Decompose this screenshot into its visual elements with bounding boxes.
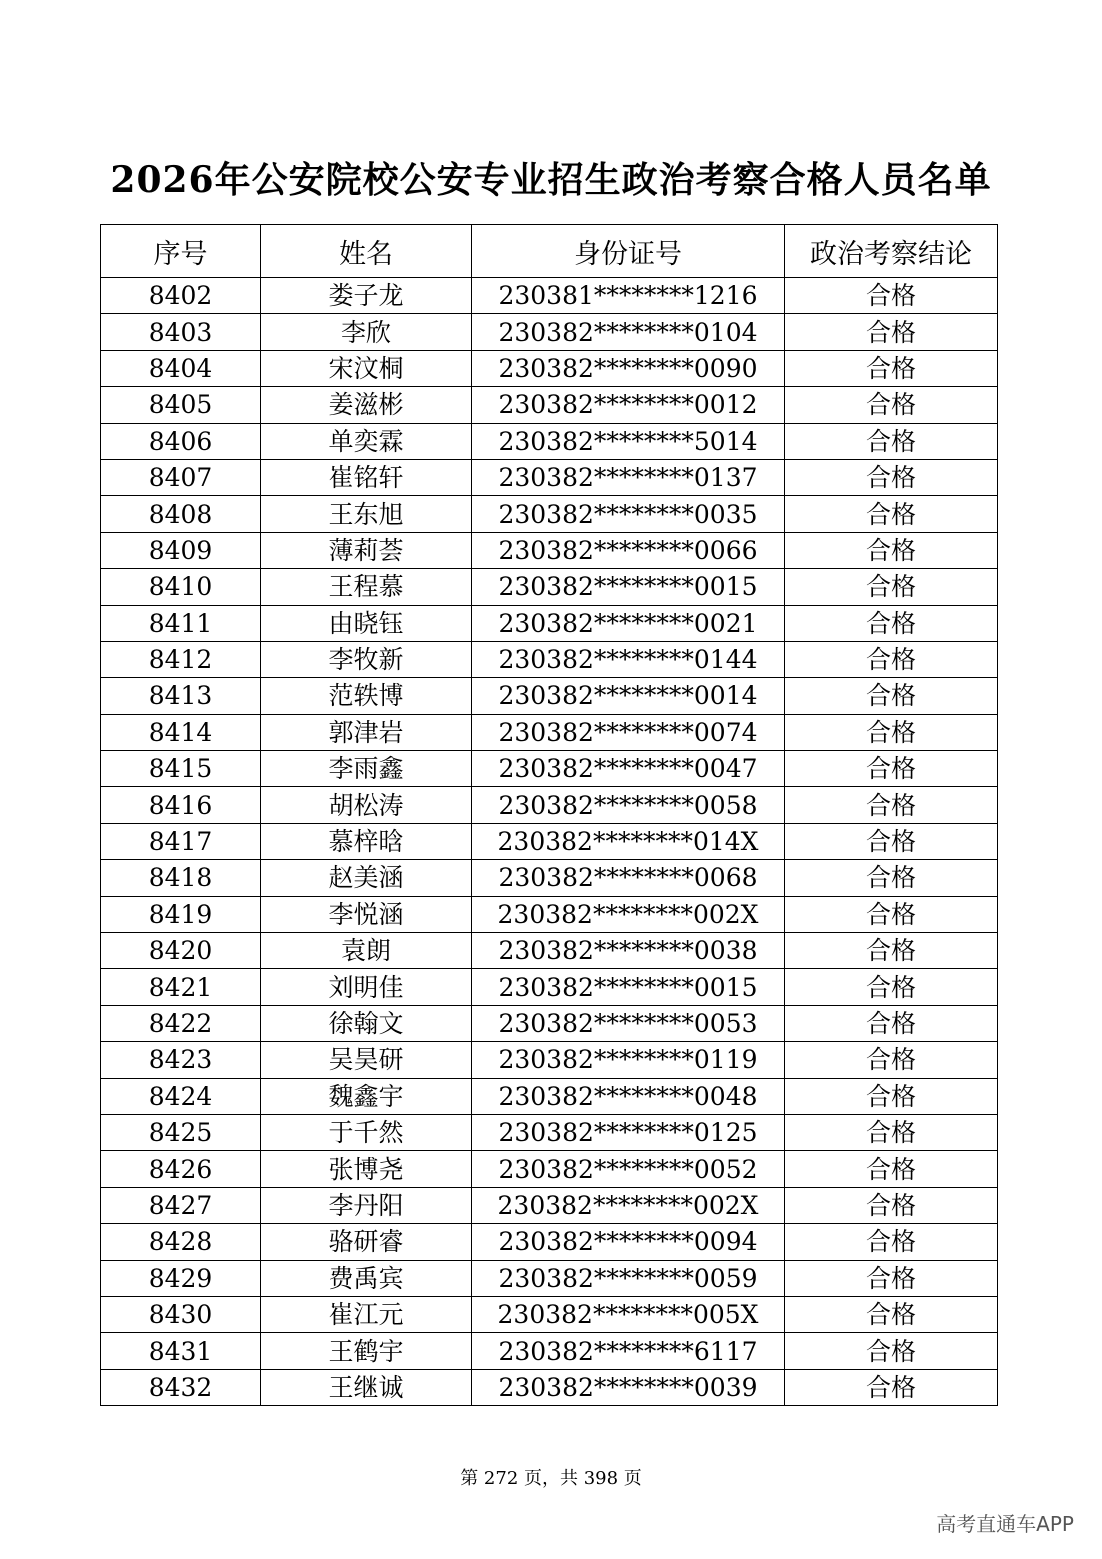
cell-index: 8409 — [101, 532, 261, 568]
cell-index: 8418 — [101, 860, 261, 896]
column-header-conclusion: 政治考察结论 — [785, 225, 998, 278]
cell-id-number: 230382********0015 — [472, 569, 785, 605]
cell-index: 8408 — [101, 496, 261, 532]
cell-index: 8424 — [101, 1078, 261, 1114]
cell-conclusion: 合格 — [785, 459, 998, 495]
cell-index: 8432 — [101, 1369, 261, 1405]
table-row — [101, 1114, 998, 1150]
cell-index: 8425 — [101, 1114, 261, 1150]
cell-id-number: 230382********0039 — [472, 1369, 785, 1405]
table-row — [101, 605, 998, 641]
table-row — [101, 496, 998, 532]
cell-name: 袁朗 — [261, 933, 472, 969]
cell-conclusion: 合格 — [785, 1296, 998, 1332]
cell-id-number: 230382********0125 — [472, 1114, 785, 1150]
cell-name: 张博尧 — [261, 1151, 472, 1187]
cell-name: 娄子龙 — [261, 278, 472, 314]
table-row — [101, 678, 998, 714]
cell-name: 王继诚 — [261, 1369, 472, 1405]
page-footer: 第 272 页，共 398 页 — [460, 1468, 642, 1489]
cell-conclusion: 合格 — [785, 751, 998, 787]
table-row — [101, 1296, 998, 1332]
cell-conclusion: 合格 — [785, 787, 998, 823]
cell-id-number: 230382********0094 — [472, 1224, 785, 1260]
cell-name: 崔铭轩 — [261, 459, 472, 495]
table-row — [101, 459, 998, 495]
cell-index: 8426 — [101, 1151, 261, 1187]
cell-index: 8431 — [101, 1333, 261, 1369]
table-row — [101, 641, 998, 677]
cell-index: 8421 — [101, 969, 261, 1005]
cell-name: 宋汶桐 — [261, 350, 472, 386]
table-row — [101, 969, 998, 1005]
cell-index: 8417 — [101, 823, 261, 859]
table-row — [101, 1260, 998, 1296]
cell-conclusion: 合格 — [785, 896, 998, 932]
cell-name: 魏鑫宇 — [261, 1078, 472, 1114]
table-row — [101, 896, 998, 932]
cell-name: 单奕霖 — [261, 423, 472, 459]
table-row — [101, 823, 998, 859]
cell-index: 8428 — [101, 1224, 261, 1260]
table-row — [101, 1042, 998, 1078]
cell-id-number: 230382********0104 — [472, 314, 785, 350]
document-title: 2026年公安院校公安专业招生政治考察合格人员名单 — [110, 159, 992, 201]
cell-name: 李牧新 — [261, 641, 472, 677]
cell-conclusion: 合格 — [785, 1114, 998, 1150]
cell-conclusion: 合格 — [785, 933, 998, 969]
cell-index: 8412 — [101, 641, 261, 677]
cell-name: 李欣 — [261, 314, 472, 350]
cell-name: 慕梓晗 — [261, 823, 472, 859]
cell-index: 8419 — [101, 896, 261, 932]
table-row — [101, 1078, 998, 1114]
cell-conclusion: 合格 — [785, 641, 998, 677]
cell-conclusion: 合格 — [785, 714, 998, 750]
cell-index: 8429 — [101, 1260, 261, 1296]
column-header-name: 姓名 — [261, 225, 472, 278]
table-row — [101, 714, 998, 750]
cell-id-number: 230382********0058 — [472, 787, 785, 823]
cell-name: 吴昊研 — [261, 1042, 472, 1078]
cell-name: 薄莉荟 — [261, 532, 472, 568]
cell-conclusion: 合格 — [785, 387, 998, 423]
cell-id-number: 230382********0012 — [472, 387, 785, 423]
cell-name: 范轶博 — [261, 678, 472, 714]
cell-name: 郭津岩 — [261, 714, 472, 750]
cell-index: 8430 — [101, 1296, 261, 1332]
cell-conclusion: 合格 — [785, 1224, 998, 1260]
cell-id-number: 230382********0137 — [472, 459, 785, 495]
cell-name: 由晓钰 — [261, 605, 472, 641]
cell-conclusion: 合格 — [785, 605, 998, 641]
table-row — [101, 278, 998, 314]
cell-conclusion: 合格 — [785, 1042, 998, 1078]
cell-conclusion: 合格 — [785, 823, 998, 859]
watermark: 高考直通车APP — [936, 1512, 1074, 1536]
cell-name: 赵美涵 — [261, 860, 472, 896]
table-row — [101, 1151, 998, 1187]
cell-conclusion: 合格 — [785, 969, 998, 1005]
cell-conclusion: 合格 — [785, 278, 998, 314]
column-header-id-number: 身份证号 — [472, 225, 785, 278]
cell-index: 8403 — [101, 314, 261, 350]
cell-index: 8411 — [101, 605, 261, 641]
cell-conclusion: 合格 — [785, 860, 998, 896]
cell-id-number: 230382********002X — [472, 1187, 785, 1223]
cell-name: 刘明佳 — [261, 969, 472, 1005]
cell-name: 费禹宾 — [261, 1260, 472, 1296]
cell-id-number: 230382********002X — [472, 896, 785, 932]
cell-conclusion: 合格 — [785, 423, 998, 459]
cell-id-number: 230382********6117 — [472, 1333, 785, 1369]
cell-index: 8404 — [101, 350, 261, 386]
cell-name: 徐翰文 — [261, 1005, 472, 1041]
table-row — [101, 933, 998, 969]
table-row — [101, 387, 998, 423]
cell-conclusion: 合格 — [785, 1333, 998, 1369]
cell-name: 李悦涵 — [261, 896, 472, 932]
cell-id-number: 230382********005X — [472, 1296, 785, 1332]
cell-name: 崔江元 — [261, 1296, 472, 1332]
table-row — [101, 1224, 998, 1260]
cell-conclusion: 合格 — [785, 1005, 998, 1041]
cell-index: 8402 — [101, 278, 261, 314]
cell-id-number: 230382********0144 — [472, 641, 785, 677]
cell-id-number: 230382********0119 — [472, 1042, 785, 1078]
cell-index: 8427 — [101, 1187, 261, 1223]
cell-index: 8406 — [101, 423, 261, 459]
cell-id-number: 230382********0059 — [472, 1260, 785, 1296]
table-row — [101, 787, 998, 823]
cell-name: 于千然 — [261, 1114, 472, 1150]
table-row — [101, 860, 998, 896]
cell-id-number: 230382********0014 — [472, 678, 785, 714]
cell-name: 胡松涛 — [261, 787, 472, 823]
column-header-index: 序号 — [101, 225, 261, 278]
table-row — [101, 350, 998, 386]
table-row — [101, 1187, 998, 1223]
table-row — [101, 532, 998, 568]
cell-id-number: 230382********0015 — [472, 969, 785, 1005]
table-row — [101, 314, 998, 350]
cell-name: 李丹阳 — [261, 1187, 472, 1223]
cell-id-number: 230382********0090 — [472, 350, 785, 386]
roster-table — [100, 224, 998, 1406]
table-row — [101, 751, 998, 787]
cell-conclusion: 合格 — [785, 1078, 998, 1114]
cell-id-number: 230382********014X — [472, 823, 785, 859]
cell-conclusion: 合格 — [785, 1187, 998, 1223]
cell-index: 8413 — [101, 678, 261, 714]
cell-name: 姜滋彬 — [261, 387, 472, 423]
cell-index: 8416 — [101, 787, 261, 823]
cell-id-number: 230382********0038 — [472, 933, 785, 969]
cell-conclusion: 合格 — [785, 314, 998, 350]
cell-conclusion: 合格 — [785, 678, 998, 714]
cell-conclusion: 合格 — [785, 532, 998, 568]
cell-name: 骆研睿 — [261, 1224, 472, 1260]
cell-index: 8415 — [101, 751, 261, 787]
cell-id-number: 230381********1216 — [472, 278, 785, 314]
cell-name: 王程慕 — [261, 569, 472, 605]
cell-index: 8420 — [101, 933, 261, 969]
cell-index: 8414 — [101, 714, 261, 750]
cell-index: 8423 — [101, 1042, 261, 1078]
cell-id-number: 230382********0021 — [472, 605, 785, 641]
cell-index: 8410 — [101, 569, 261, 605]
table-row — [101, 1333, 998, 1369]
cell-name: 李雨鑫 — [261, 751, 472, 787]
cell-id-number: 230382********0066 — [472, 532, 785, 568]
table-header-row — [101, 225, 998, 278]
cell-index: 8422 — [101, 1005, 261, 1041]
cell-index: 8407 — [101, 459, 261, 495]
cell-id-number: 230382********0053 — [472, 1005, 785, 1041]
cell-id-number: 230382********0068 — [472, 860, 785, 896]
cell-id-number: 230382********0048 — [472, 1078, 785, 1114]
cell-id-number: 230382********0047 — [472, 751, 785, 787]
table-row — [101, 423, 998, 459]
cell-conclusion: 合格 — [785, 496, 998, 532]
cell-conclusion: 合格 — [785, 1260, 998, 1296]
cell-id-number: 230382********5014 — [472, 423, 785, 459]
cell-name: 王鹤宇 — [261, 1333, 472, 1369]
cell-name: 王东旭 — [261, 496, 472, 532]
table-row — [101, 1005, 998, 1041]
cell-id-number: 230382********0074 — [472, 714, 785, 750]
cell-id-number: 230382********0035 — [472, 496, 785, 532]
cell-conclusion: 合格 — [785, 569, 998, 605]
cell-conclusion: 合格 — [785, 350, 998, 386]
cell-id-number: 230382********0052 — [472, 1151, 785, 1187]
table-body — [101, 278, 998, 1406]
cell-index: 8405 — [101, 387, 261, 423]
table-row — [101, 569, 998, 605]
table-row — [101, 1369, 998, 1405]
cell-conclusion: 合格 — [785, 1151, 998, 1187]
cell-conclusion: 合格 — [785, 1369, 998, 1405]
